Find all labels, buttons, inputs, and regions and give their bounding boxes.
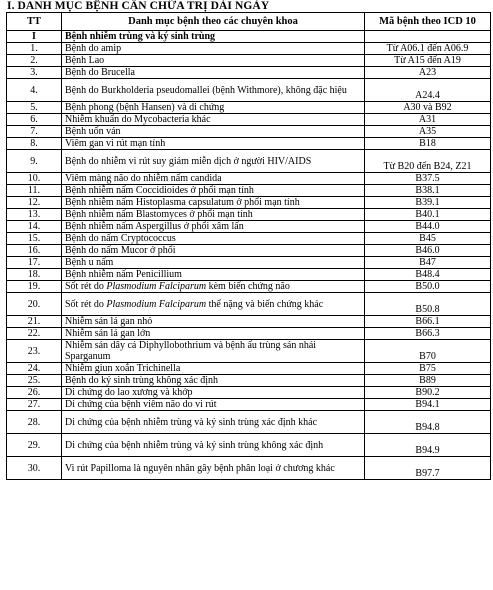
table-row	[7, 102, 491, 114]
icd-code: A30 và B92	[365, 102, 491, 114]
row-number: 21.	[7, 316, 62, 328]
table-row	[7, 411, 491, 434]
table-row	[7, 316, 491, 328]
disease-name	[62, 281, 365, 293]
disease-name-prefix: Sốt rét do	[65, 298, 107, 310]
group-row	[7, 31, 491, 43]
disease-name-suffix: thể nặng và biến chứng khác	[206, 298, 324, 310]
disease-name: Bệnh nhiễm nấm Aspergillus ở phổi xâm lấn	[62, 221, 365, 233]
disease-name-species: Plasmodium Falciparum	[106, 281, 207, 292]
disease-name: Viêm màng não do nhiễm nấm candida	[62, 173, 365, 185]
row-number: 15.	[7, 233, 62, 245]
disease-name: Bệnh do Burkholderia pseudomallei (bệnh Withmore), không đặc hiệu	[62, 79, 365, 102]
row-number: 10.	[7, 173, 62, 185]
icd-code: Từ A06.1 đến A06.9	[365, 43, 491, 55]
disease-name: Bệnh nhiễm nấm Penicillium	[62, 269, 365, 281]
table-row	[7, 387, 491, 399]
disease-name: Nhiễm sán dây cá Diphyllobothrium và bệnh ấu trùng sán nhái Sparganum	[62, 340, 365, 363]
row-number: 26.	[7, 387, 62, 399]
disease-name: Viêm gan vi rút mạn tính	[62, 138, 365, 150]
row-number: 6.	[7, 114, 62, 126]
icd-code: B48.4	[365, 269, 491, 281]
row-number: 19.	[7, 281, 62, 293]
table-row	[7, 173, 491, 185]
icd-code: B75	[365, 363, 491, 375]
disease-name: Bệnh nhiễm nấm Coccidioides ở phổi mạn tính	[62, 185, 365, 197]
table-row	[7, 209, 491, 221]
row-number: 9.	[7, 150, 62, 173]
disease-name: Bệnh Lao	[62, 55, 365, 67]
row-number: 7.	[7, 126, 62, 138]
icd-code: B97.7	[365, 457, 491, 480]
table-row	[7, 43, 491, 55]
icd-code: A23	[365, 67, 491, 79]
icd-code: B89	[365, 375, 491, 387]
header-tt: TT	[7, 13, 62, 31]
disease-name: Nhiễm sán lá gan nhỏ	[62, 316, 365, 328]
row-number: 13.	[7, 209, 62, 221]
icd-code: B39.1	[365, 197, 491, 209]
disease-name: Vi rút Papilloma là nguyên nhân gây bệnh phân loại ở chương khác	[62, 457, 365, 480]
icd-code: A31	[365, 114, 491, 126]
group-code	[365, 31, 491, 43]
icd-code: B66.1	[365, 316, 491, 328]
header-disease-name: Danh mục bệnh theo các chuyên khoa	[62, 13, 365, 31]
row-number: 29.	[7, 434, 62, 457]
row-number: 12.	[7, 197, 62, 209]
icd-code: B94.8	[365, 411, 491, 434]
table-row	[7, 269, 491, 281]
disease-name: Di chứng của bệnh nhiễm trùng và ký sinh trùng xác định khác	[62, 411, 365, 434]
disease-name: Bệnh uốn ván	[62, 126, 365, 138]
table-row	[7, 293, 491, 316]
group-title: Bệnh nhiễm trùng và ký sinh trùng	[62, 31, 365, 43]
table-row	[7, 375, 491, 387]
row-number: 16.	[7, 245, 62, 257]
icd-code: B50.8	[365, 293, 491, 316]
icd-code: B44.0	[365, 221, 491, 233]
table-row	[7, 399, 491, 411]
row-number: 3.	[7, 67, 62, 79]
icd-code: A24.4	[365, 79, 491, 102]
icd-code: B38.1	[365, 185, 491, 197]
disease-name-suffix: kèm biến chứng não	[206, 281, 290, 292]
disease-name: Bệnh do nấm Cryptococcus	[62, 233, 365, 245]
icd-code: A35	[365, 126, 491, 138]
disease-name: Di chứng do lao xương và khớp	[62, 387, 365, 399]
table-row	[7, 55, 491, 67]
table-row	[7, 281, 491, 293]
disease-name: Bệnh do ký sinh trùng không xác định	[62, 375, 365, 387]
row-number: 5.	[7, 102, 62, 114]
disease-name: Bệnh nhiễm nấm Histoplasma capsulatum ở phổi mạn tính	[62, 197, 365, 209]
icd-code: B45	[365, 233, 491, 245]
row-number: 22.	[7, 328, 62, 340]
row-number: 14.	[7, 221, 62, 233]
table-row	[7, 434, 491, 457]
disease-name: Nhiễm sán lá gan lớn	[62, 328, 365, 340]
row-number: 1.	[7, 43, 62, 55]
row-number: 23.	[7, 340, 62, 363]
header-icd-code: Mã bệnh theo ICD 10	[365, 13, 491, 31]
row-number: 17.	[7, 257, 62, 269]
disease-name: Di chứng của bệnh nhiễm trùng và ký sinh trùng không xác định	[62, 434, 365, 457]
row-number: 30.	[7, 457, 62, 480]
disease-name: Bệnh phong (bệnh Hansen) và di chứng	[62, 102, 365, 114]
icd-code: B40.1	[365, 209, 491, 221]
disease-name: Bệnh do amip	[62, 43, 365, 55]
disease-name-prefix: Sốt rét do	[65, 281, 107, 292]
table-row	[7, 457, 491, 480]
icd-code: Từ A15 đến A19	[365, 55, 491, 67]
icd-code: B37.5	[365, 173, 491, 185]
table-row	[7, 221, 491, 233]
disease-name: Nhiễm khuẩn do Mycobacteria khác	[62, 114, 365, 126]
table-body	[7, 31, 491, 480]
table-row	[7, 245, 491, 257]
icd-code: B50.0	[365, 281, 491, 293]
disease-name-species: Plasmodium Falciparum	[106, 298, 207, 310]
disease-name	[62, 293, 365, 316]
table-row	[7, 79, 491, 102]
icd-code: B46.0	[365, 245, 491, 257]
table-row	[7, 257, 491, 269]
disease-name: Bệnh nhiễm nấm Blastomyces ở phổi mạn tính	[62, 209, 365, 221]
table-row	[7, 126, 491, 138]
row-number: 20.	[7, 293, 62, 316]
row-number: 28.	[7, 411, 62, 434]
row-number: 11.	[7, 185, 62, 197]
table-row	[7, 138, 491, 150]
icd-code: B70	[365, 340, 491, 363]
table-row	[7, 363, 491, 375]
disease-name: Di chứng của bệnh viêm não do vi rút	[62, 399, 365, 411]
table-row	[7, 197, 491, 209]
row-number: 4.	[7, 79, 62, 102]
table-header-row	[7, 13, 491, 31]
disease-name: Bệnh do Brucella	[62, 67, 365, 79]
disease-name: Bệnh do nấm Mucor ở phổi	[62, 245, 365, 257]
group-number: I	[7, 31, 62, 43]
table-row	[7, 150, 491, 173]
icd-code: B18	[365, 138, 491, 150]
icd-code: B66.3	[365, 328, 491, 340]
icd-code: B94.1	[365, 399, 491, 411]
disease-name: Bệnh u nấm	[62, 257, 365, 269]
icd-code: B94.9	[365, 434, 491, 457]
icd-code: B90.2	[365, 387, 491, 399]
table-row	[7, 185, 491, 197]
disease-table	[6, 12, 491, 480]
table-row	[7, 328, 491, 340]
section-title: I. DANH MỤC BỆNH CẦN CHỮA TRỊ DÀI NGÀY	[7, 0, 270, 12]
row-number: 27.	[7, 399, 62, 411]
table-row	[7, 340, 491, 363]
icd-code: B47	[365, 257, 491, 269]
table-row	[7, 114, 491, 126]
table-row	[7, 67, 491, 79]
row-number: 24.	[7, 363, 62, 375]
row-number: 25.	[7, 375, 62, 387]
table-row	[7, 233, 491, 245]
row-number: 2.	[7, 55, 62, 67]
disease-name: Bệnh do nhiễm vi rút suy giảm miễn dịch ở người HIV/AIDS	[62, 150, 365, 173]
disease-name: Nhiễm giun xoắn Trichinella	[62, 363, 365, 375]
icd-code: Từ B20 đến B24, Z21	[365, 150, 491, 173]
row-number: 18.	[7, 269, 62, 281]
row-number: 8.	[7, 138, 62, 150]
